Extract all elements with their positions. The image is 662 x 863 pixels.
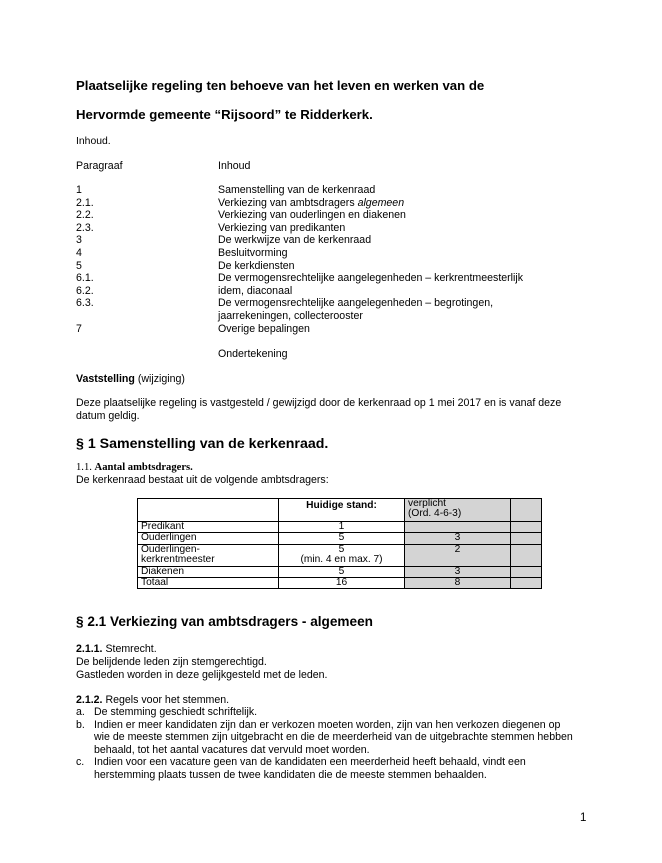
row-current: 5 <box>279 533 405 544</box>
row-label: Diakenen <box>138 566 279 577</box>
toc-num: 6.3. <box>76 297 94 310</box>
toc-text: Overige bepalingen <box>218 322 310 335</box>
toc-text: De kerkdiensten <box>218 259 295 272</box>
row-label: Predikant <box>138 522 279 533</box>
row-extra <box>511 522 542 533</box>
list-item-text: Indien voor een vacature geen van de kandidaten een meerderheid heeft behaald, vindt een <box>94 756 526 769</box>
toc-text: Besluitvorming <box>218 247 288 259</box>
voting-rules-list <box>0 706 662 796</box>
table-header-empty <box>138 499 279 522</box>
row-required <box>405 522 511 533</box>
section-1-1-title: 1.1. Aantal ambtsdragers. <box>76 462 193 473</box>
table-header-row <box>138 499 542 522</box>
toc-num: 3 <box>76 234 82 247</box>
table-header-current: Huidige stand: <box>279 499 405 522</box>
section-2-1-1-title: 2.1.1. Stemrecht. <box>76 643 157 655</box>
toc-num: 1 <box>76 184 82 196</box>
list-item-text: De stemming geschiedt schriftelijk. <box>94 706 258 718</box>
section-1-heading: § 1 Samenstelling van de kerkenraad. <box>76 436 329 452</box>
row-label: Ouderlingen <box>138 533 279 544</box>
table-row <box>138 578 542 589</box>
toc-num: 4 <box>76 247 82 259</box>
toc-text: Verkiezing van ambtsdragers algemeen <box>218 196 405 209</box>
list-item-text: behaald, tot het aantal vacatures dat vervuld moet worden. <box>94 743 370 756</box>
toc-num: 2.3. <box>76 221 94 234</box>
toc-text: idem, diaconaal <box>218 284 293 297</box>
row-extra <box>511 533 542 544</box>
toc-num: 6.2. <box>76 284 94 297</box>
toc-text: jaarrekeningen, collecterooster <box>218 310 363 322</box>
row-label: Ouderlingen- kerkrentmeester <box>138 544 279 566</box>
toc-text: Verkiezing van predikanten <box>218 221 346 234</box>
toc-header-inhoud: Inhoud <box>218 160 251 172</box>
row-extra <box>511 544 542 566</box>
toc-text: Samenstelling van de kerkenraad <box>218 184 376 196</box>
vaststelling-text-line1: Deze plaatselijke regeling is vastgesteld / gewijzigd door de kerkenraad op 1 mei 2017 en is vanaf deze <box>76 397 562 409</box>
list-item-text: wie de meeste stemmen zijn uitgebracht en die de meerderheid van de uitgebrachte stemmen hebben <box>94 731 573 744</box>
toc-num: 2.2. <box>76 209 94 222</box>
section-2-1-1-line2: Gastleden worden in deze gelijkgesteld met de leden. <box>76 669 328 681</box>
toc-num: 6.1. <box>76 272 94 285</box>
row-required: 3 <box>405 533 511 544</box>
inhoud-label: Inhoud. <box>76 136 111 147</box>
toc-ondertekening: Ondertekening <box>218 348 288 360</box>
list-item-text: herstemming plaats tussen de twee kandidaten die de meeste stemmen behaalden. <box>94 768 487 781</box>
row-label: Totaal <box>138 578 279 589</box>
section-2-1-heading: § 2.1 Verkiezing van ambtsdragers - algemeen <box>76 614 373 629</box>
toc-text: De vermogensrechtelijke aangelegenheden – kerkrentmeesterlijk <box>218 272 524 285</box>
row-current: 5 (min. 4 en max. 7) <box>279 544 405 566</box>
section-2-1-1-line1: De belijdende leden zijn stemgerechtigd. <box>76 656 267 668</box>
document-title-line1: Plaatselijke regeling ten behoeve van het leven en werken van de <box>76 78 485 93</box>
vaststelling-heading: Vaststelling (wijziging) <box>76 373 185 385</box>
ambtsdragers-table <box>137 498 542 589</box>
list-item-text: Indien er meer kandidaten zijn dan er verkozen moeten worden, zijn van hen verkozen diegenen op <box>94 718 561 731</box>
list-item-label: b. <box>76 718 85 731</box>
toc-header-paragraaf: Paragraaf <box>76 160 123 172</box>
section-1-intro: De kerkenraad bestaat uit de volgende ambtsdragers: <box>76 474 329 486</box>
vaststelling-text-line2: datum geldig. <box>76 410 140 422</box>
table-header-extra <box>511 499 542 522</box>
table-row <box>138 566 542 577</box>
row-extra <box>511 566 542 577</box>
row-required: 2 <box>405 544 511 566</box>
page-number: 1 <box>580 812 587 824</box>
toc-text: De werkwijze van de kerkenraad <box>218 234 372 247</box>
table-row <box>138 522 542 533</box>
table-header-required: verplicht (Ord. 4-6-3) <box>405 499 511 522</box>
toc-text: De vermogensrechtelijke aangelegenheden – begrotingen, <box>218 297 494 310</box>
table-row <box>138 533 542 544</box>
toc-list <box>0 184 662 344</box>
toc-num: 7 <box>76 322 82 335</box>
toc-text: Verkiezing van ouderlingen en diakenen <box>218 209 406 222</box>
section-2-1-2-title: 2.1.2. Regels voor het stemmen. <box>76 694 230 706</box>
row-extra <box>511 578 542 589</box>
list-item-label: a. <box>76 706 85 718</box>
list-item-label: c. <box>76 756 85 769</box>
row-current: 5 <box>279 566 405 577</box>
toc-num: 5 <box>76 259 82 272</box>
table-row <box>138 544 542 566</box>
document-title-line2: Hervormde gemeente “Rijsoord” te Ridderkerk. <box>76 107 373 122</box>
row-current: 16 <box>279 578 405 589</box>
row-required: 3 <box>405 566 511 577</box>
toc-num: 2.1. <box>76 196 94 209</box>
row-current: 1 <box>279 522 405 533</box>
row-required: 8 <box>405 578 511 589</box>
